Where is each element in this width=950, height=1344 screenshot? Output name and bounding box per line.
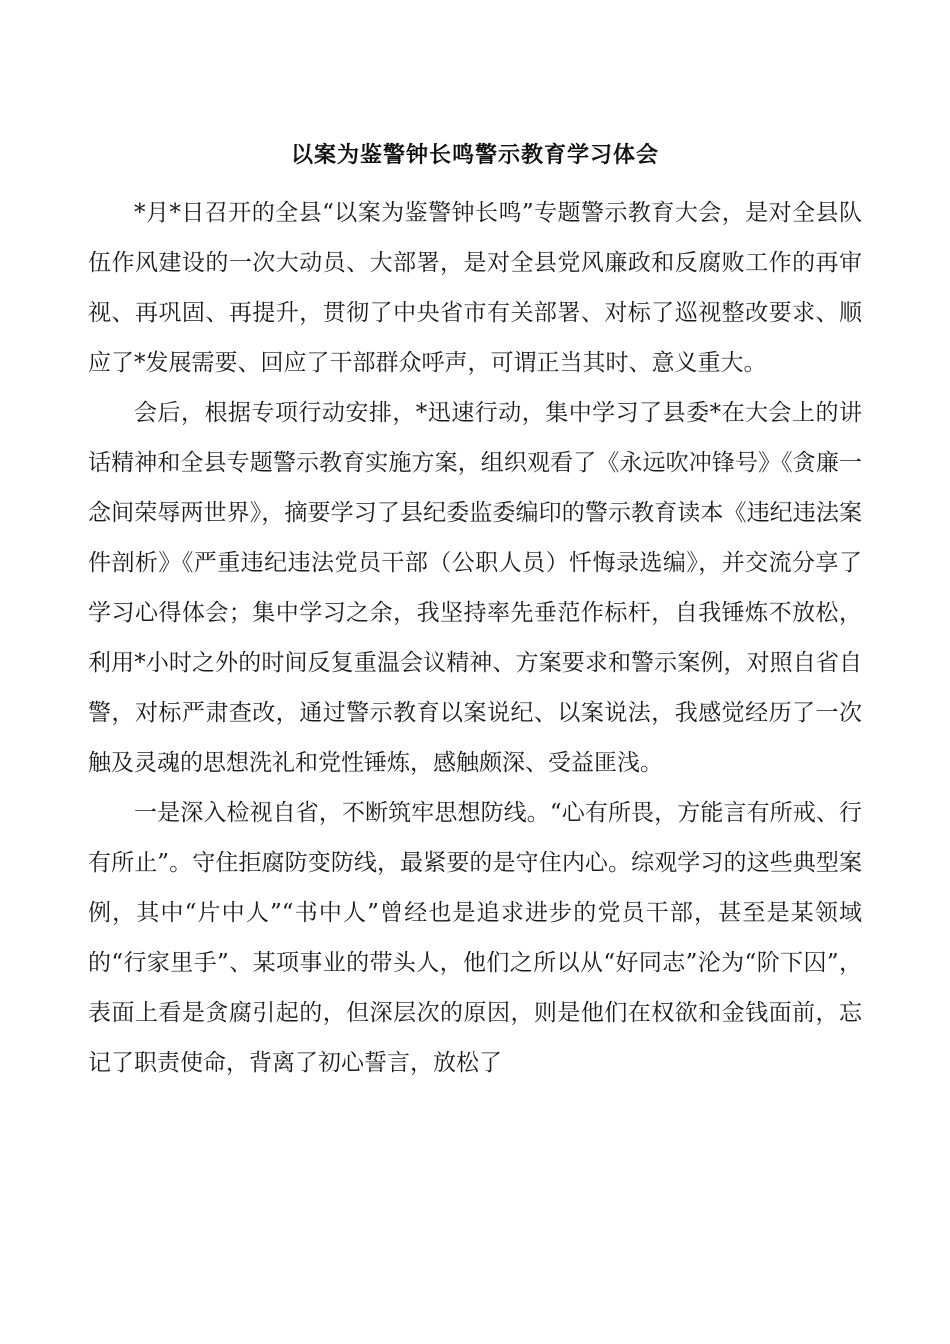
document-body (88, 188, 862, 1088)
paragraph-3: 一是深入检视自省，不断筑牢思想防线。“心有所畏，方能言有所戒、行有所止”。守住拒腐防变防线，最紧要的是守住内心。综观学习的这些典型案例，其中“片中人”“书中人”曾经也是追求进步的党员干部，甚至是某领域的“行家里手”、某项事业的带头人，他们之所以从“好同志”沦为“阶下囚”，表面上看是贪腐引起的，但深层次的原因，则是他们在权欲和金钱面前，忘记了职责使命，背离了初心誓言，放松了 (88, 800, 862, 1076)
paragraph-2: 会后，根据专项行动安排，*迅速行动，集中学习了县委*在大会上的讲话精神和全县专题警示教育实施方案，组织观看了《永远吹冲锋号》《贪廉一念间荣辱两世界》，摘要学习了县纪委监委编印的警示教育读本《违纪违法案件剖析》《严重违纪违法党员干部（公职人员）忏悔录选编》，并交流分享了学习心得体会；集中学习之余，我坚持率先垂范作标杆，自我锤炼不放松，利用*小时之外的时间反复重温会议精神、方案要求和警示案例，对照自省自警，对标严肃查改，通过警示教育以案说纪、以案说法，我感觉经历了一次触及灵魂的思想洗礼和党性锤炼，感触颇深、受益匪浅。 (88, 400, 862, 776)
paragraph-1: *月*日召开的全县“以案为鉴警钟长鸣”专题警示教育大会，是对全县队伍作风建设的一次大动员、大部署，是对全县党风廉政和反腐败工作的再审视、再巩固、再提升，贯彻了中央省市有关部署、对标了巡视整改要求、顺应了*发展需要、回应了干部群众呼声，可谓正当其时、意义重大。 (88, 200, 862, 376)
document-title: 以案为鉴警钟长鸣警示教育学习体会 (290, 143, 659, 168)
